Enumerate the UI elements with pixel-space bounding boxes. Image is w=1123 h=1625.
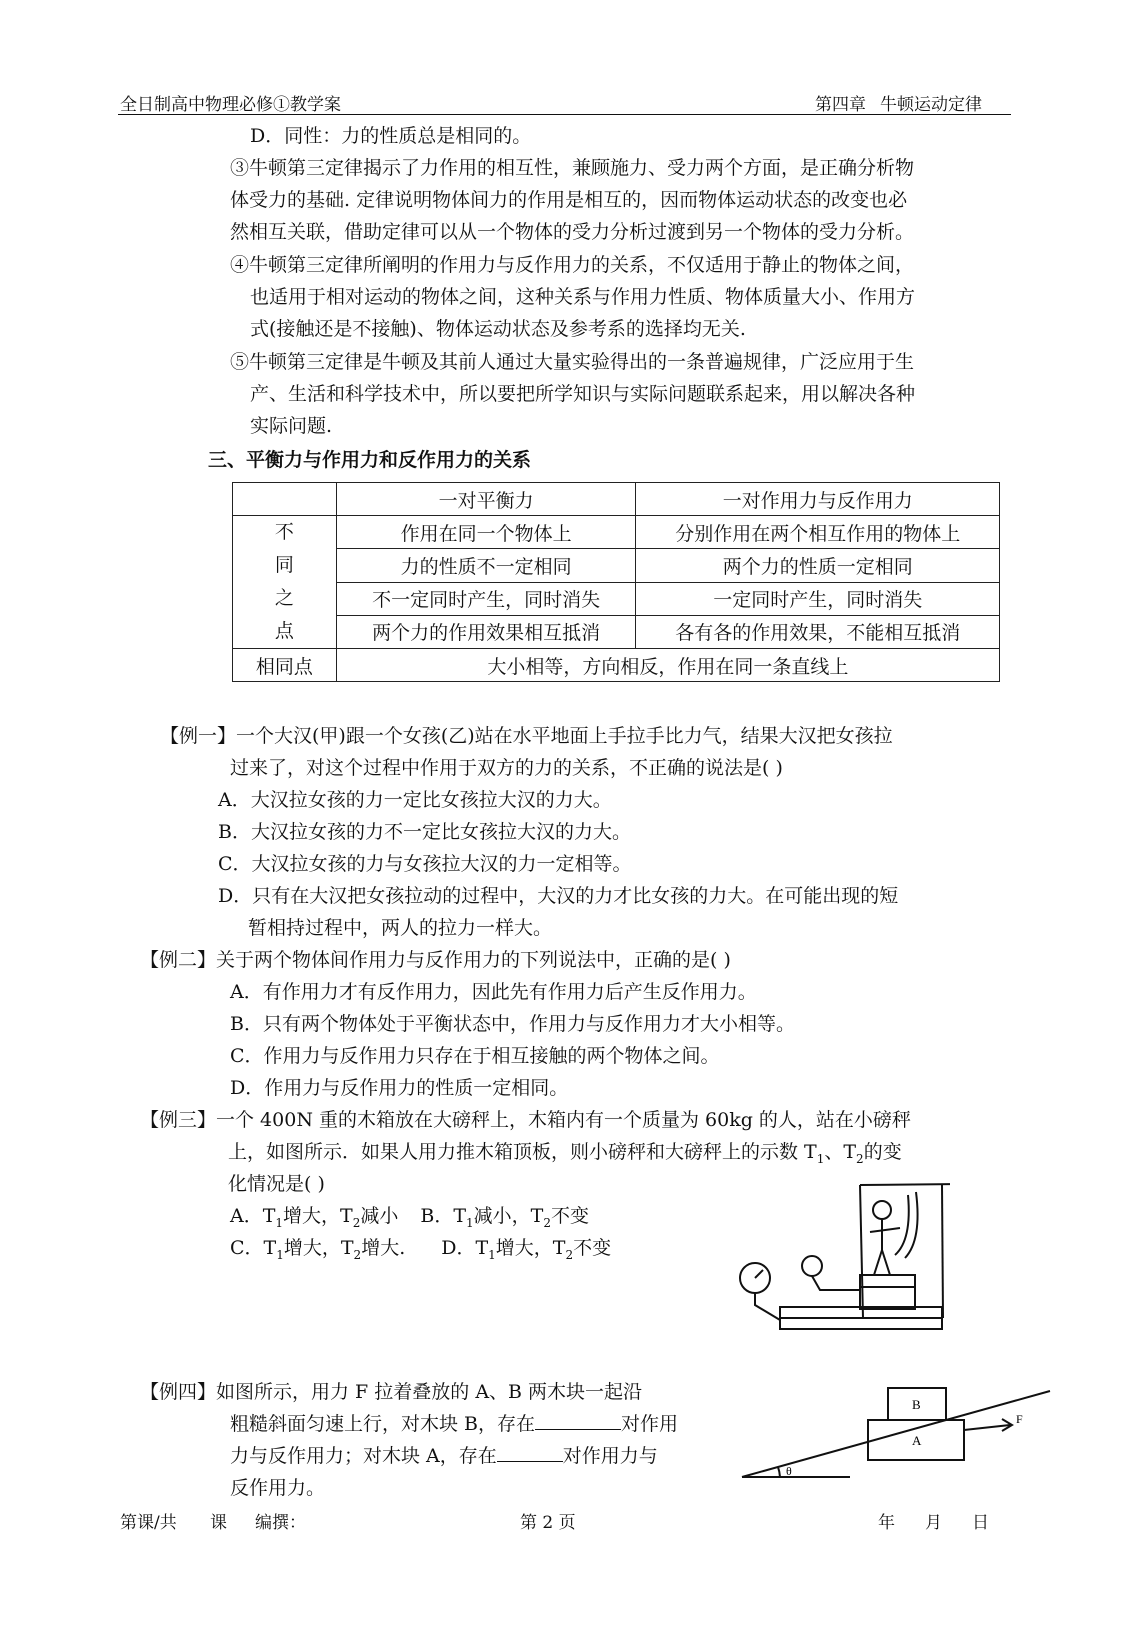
sub-1: 1 [276,1247,284,1262]
ex2-tag: 【例二】 [140,949,217,971]
intro-p4-line1: ④牛顿第三定律所阐明的作用力与反作用力的关系，不仅适用于静止的物体之间， [230,254,915,276]
ex2-option-a: A．有作用力才有反作用力，因此先有作用力后产生反作用力。 [230,981,757,1003]
answer-blank-a[interactable] [497,1441,563,1462]
opt-text: 不变 [573,1237,612,1259]
ex4-text: 对作用 [621,1413,679,1435]
ex4-text: 对作用力与 [562,1445,658,1467]
table-cell: 两个力的性质一定相同 [636,549,1000,582]
table-row [233,582,1000,615]
intro-p5-line1: ⑤牛顿第三定律是牛顿及其前人通过大量实验得出的一条普遍规律，广泛应用于生 [230,351,915,373]
ex3-q2-text: 上，如图所示．如果人用力推木箱顶板，则小磅秤和大磅秤上的示数 T [228,1141,817,1163]
ex4-text: 粗糙斜面匀速上行，对木块 B，存在 [230,1413,536,1435]
scale-box-figure [730,1180,950,1350]
ex2-option-d: D．作用力与反作用力的性质一定相同。 [230,1077,569,1099]
ex1-option-d1: D．只有在大汉把女孩拉动的过程中，大汉的力才比女孩的力大。在可能出现的短 [218,885,899,907]
ex3-question-1: 一个 400N 重的木箱放在大磅秤上，木箱内有一个质量为 60kg 的人，站在小磅秤 [216,1109,911,1131]
opt-text: 增大，T [283,1205,353,1227]
dial-needle [755,1270,763,1278]
dial-stand [755,1293,780,1320]
diff-label-char: 不 [274,521,294,543]
opt-text: 减小 [360,1205,399,1227]
ex1-question-2: 过来了，对这个过程中作用于双方的力的关系，不正确的说法是( ) [230,757,783,779]
table-cell: 各有各的作用效果，不能相互抵消 [636,615,1000,648]
sub-2: 2 [856,1151,864,1166]
ex3-options-cd [230,1232,611,1271]
ex1-option-c: C．大汉拉女孩的力与女孩拉大汉的力一定相等。 [218,853,632,875]
intro-p3-line2: 体受力的基础. 定律说明物体间力的作用是相互的，因而物体运动状态的改变也必 [230,189,908,211]
ex4-tag: 【例四】 [140,1381,217,1403]
intro-p3-line3: 然相互关联，借助定律可以从一个物体的受力分析过渡到另一个物体的受力分析。 [230,221,915,243]
intro-p3-line1: ③牛顿第三定律揭示了力作用的相互性，兼顾施力、受力两个方面，是正确分析物 [230,157,915,179]
footer-left: 第课/共 [120,1513,177,1533]
table-same-text: 大小相等，方向相反，作用在同一条直线上 [336,649,999,682]
curtain-line [895,1195,909,1255]
ex3-question-2 [228,1136,902,1175]
ex2-option-b: B．只有两个物体处于平衡状态中，作用力与反作用力才大小相等。 [230,1013,795,1035]
sub-1: 1 [466,1215,474,1230]
header-chapter: 第四章 [815,95,866,115]
label-a: A [912,1433,922,1448]
intro-p4-line3: 式(接触还是不接触)、物体运动状态及参考系的选择均无关. [250,318,746,340]
intro-p5-line3: 实际问题. [250,415,333,437]
box-top [860,1184,950,1185]
answer-blank-b[interactable] [535,1409,621,1430]
header-rule [118,114,1011,115]
sub-2: 2 [565,1247,574,1262]
opt-text: 不变 [551,1205,590,1227]
box-right-wall [942,1185,943,1318]
table-row [233,615,1000,648]
ex4-line1 [140,1376,642,1408]
header-left: 全日制高中物理必修①教学案 [120,95,341,115]
comparison-table [232,482,1000,682]
ex1-option-d2: 暂相持过程中，两人的拉力一样大。 [248,917,553,939]
opt-text: C．T [230,1237,277,1259]
table-corner-cell [233,483,337,516]
sub-2: 2 [353,1247,362,1262]
section3-title: 三、平衡力与作用力和反作用力的关系 [208,449,532,471]
opt-text: B．T [420,1205,467,1227]
table-cell: 两个力的作用效果相互抵消 [336,615,636,648]
label-angle: θ [786,1464,792,1478]
table-diff-label [233,516,337,649]
small-scale-dial [802,1256,822,1276]
table-cell: 不一定同时产生，同时消失 [336,582,636,615]
opt-text: A．T [230,1205,276,1227]
footer-day: 日 [972,1513,989,1533]
person-head [873,1201,891,1219]
ex3-q2-text: 、T [824,1141,857,1163]
person-body [870,1219,900,1275]
sub-1: 1 [275,1215,284,1230]
label-b: B [912,1397,921,1412]
table-header-row [233,483,1000,516]
footer-page: 第 2 页 [520,1513,576,1533]
small-dial-stand [812,1276,860,1290]
ex4-line2 [230,1408,678,1440]
table-row [233,649,1000,682]
diff-label-char: 之 [274,587,294,609]
opt-text: 增大，T [283,1237,354,1259]
footer-year: 年 [878,1513,895,1533]
sub-2: 2 [543,1215,551,1230]
table-same-label: 相同点 [233,649,337,682]
ex4-text: 力与反作用力；对木块 A，存在 [230,1445,497,1467]
opt-text: D．T [441,1237,489,1259]
ex2-question: 关于两个物体间作用力与反作用力的下列说法中，正确的是( ) [216,949,731,971]
ex1-option-b: B．大汉拉女孩的力不一定比女孩拉大汉的力大。 [218,821,631,843]
angle-arc [778,1467,780,1477]
label-f: F [1016,1412,1023,1426]
table-row [233,549,1000,582]
ex4-text-1: 如图所示，用力 F 拉着叠放的 A、B 两木块一起沿 [216,1381,643,1403]
opt-text: 增大，T [495,1237,566,1259]
sub-2: 2 [352,1215,361,1230]
ex3-q2-text: 的变 [863,1141,902,1163]
table-cell: 力的性质不一定相同 [336,549,636,582]
ex3-line1 [140,1104,911,1136]
intro-p4-line2: 也适用于相对运动的物体之间，这种关系与作用力性质、物体质量大小、作用方 [250,286,916,308]
sub-1: 1 [488,1247,496,1262]
table-col1-header: 一对平衡力 [336,483,636,516]
footer-lesson: 课 [210,1513,227,1533]
intro-p5-line2: 产、生活和科学技术中，所以要把所学知识与实际问题联系起来，用以解决各种 [250,383,916,405]
table-cell: 作用在同一个物体上 [336,516,636,549]
diff-label-char: 点 [274,620,294,642]
ex4-line3 [230,1440,658,1472]
table-cell: 分别作用在两个相互作用的物体上 [636,516,1000,549]
ex3-question-3: 化情况是( ) [228,1173,325,1195]
ex4-line4: 反作用力。 [230,1477,326,1499]
incline-figure [740,1365,1070,1485]
opt-text: 减小，T [473,1205,544,1227]
ex1-option-a: A．大汉拉女孩的力一定比女孩拉大汉的力大。 [218,789,612,811]
curtain-line [905,1192,918,1258]
diff-label-char: 同 [274,554,294,576]
ex2-option-c: C．作用力与反作用力只存在于相互接触的两个物体之间。 [230,1045,720,1067]
small-scale-base [860,1287,915,1309]
footer-month: 月 [925,1513,942,1533]
table-col2-header: 一对作用力与反作用力 [636,483,1000,516]
ex1-line1 [160,720,893,752]
ex1-tag: 【例一】 [160,725,237,747]
table-row [233,516,1000,549]
sub-1: 1 [816,1151,825,1166]
small-scale [860,1275,915,1287]
ex2-line1 [140,944,731,976]
ex1-question-1: 一个大汉(甲)跟一个女孩(乙)站在水平地面上手拉手比力气，结果大汉把女孩拉 [236,725,893,747]
table-cell: 一定同时产生，同时消失 [636,582,1000,615]
footer-editor: 编撰： [255,1513,306,1533]
ex3-tag: 【例三】 [140,1109,217,1131]
intro-d-line: D．同性：力的性质总是相同的。 [250,125,532,147]
header-chapter-title: 牛顿运动定律 [880,95,982,115]
opt-text: 增大. [361,1237,406,1259]
